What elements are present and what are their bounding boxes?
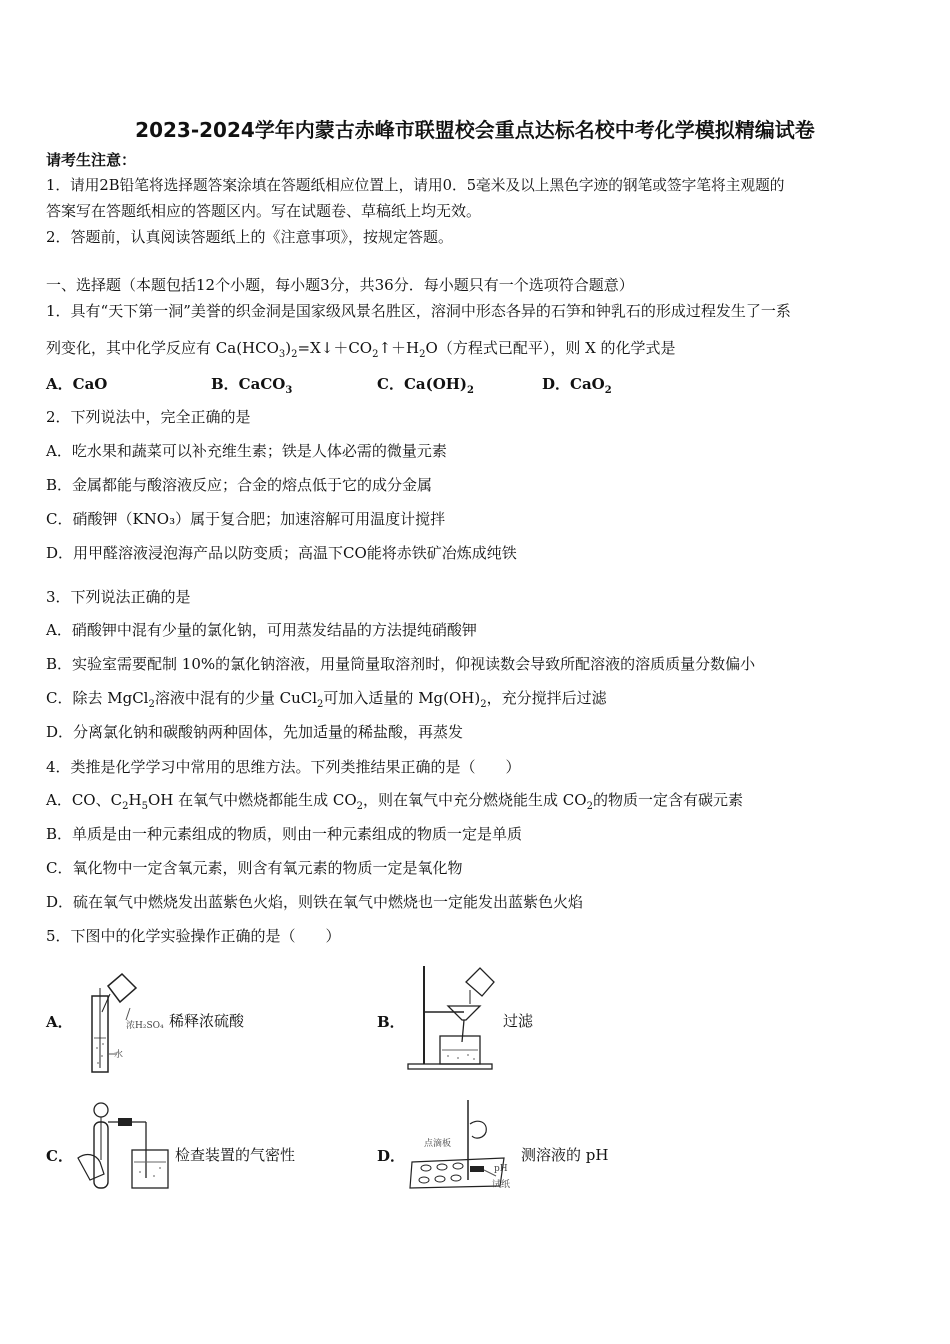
q2-stem: 2．下列说法中，完全正确的是 [46, 408, 251, 426]
q1-option-c: C．$Ca(OH)_2$ [377, 375, 474, 396]
acid-tag: 浓H₂SO₄ [126, 1021, 164, 1031]
water-tag: 水 [114, 1050, 124, 1060]
q2-option-b: B．金属都能与酸溶液反应；合金的熔点低于它的成分金属 [46, 476, 433, 494]
q2-option-d: D．用甲醛溶液浸泡海产品以防变质；高温下CO能将赤铁矿冶炼成纯铁 [46, 544, 517, 562]
notice-heading: 请考生注意： [46, 151, 137, 169]
filtration-illustration [404, 962, 496, 1072]
q3-stem: 3．下列说法正确的是 [46, 588, 191, 606]
q1-stem-line1: 1．具有“天下第一洞”美誉的织金洞是国家级风景名胜区，溶洞中形态各异的石笋和钟乳石的形成过程发生了一系 [46, 302, 791, 320]
q5-option-a-text: 稀释浓硫酸 [169, 1012, 245, 1030]
q5-stem: 5．下图中的化学实验操作正确的是（ ） [46, 927, 341, 945]
q5-option-d-text: 测溶液的 pH [521, 1146, 609, 1164]
q1-stem-line2: 列变化，其中化学反应有 $Ca(HCO_3)_2=X↓+CO_2↑+H_2O$（方程式已配平），则 X 的化学式是 [46, 339, 676, 360]
notice-item-1b: 答案写在答题纸相应的答题区内。写在试题卷、草稿纸上均无效。 [46, 202, 482, 220]
q4-stem: 4．类推是化学学习中常用的思维方法。下列类推结果正确的是（ ） [46, 758, 521, 776]
q3-option-c: C．除去 MgCl$_2$溶液中混有的少量 CuCl$_2$可加入适量的 $Mg(OH)_2$，充分搅拌后过滤 [46, 689, 607, 710]
q5-option-c-label: C． [46, 1147, 73, 1165]
notice-item-1a: 1．请用2B铅笔将选择题答案涂填在答题纸相应位置上，请用0．5毫米及以上黑色字迹的钢笔或签字笔将主观题的 [46, 177, 785, 194]
airtightness-illustration [74, 1100, 174, 1195]
q5-option-d-label: D． [377, 1147, 406, 1165]
q4-option-a: A．CO、$C_2H_5OH$ 在氧气中燃烧都能生成 $CO_2$，则在氧气中充分燃烧能生成 $CO_2$的物质一定含有碳元素 [46, 791, 743, 812]
page-title: 2023-2024学年内蒙古赤峰市联盟校会重点达标名校中考化学模拟精编试卷 [135, 118, 815, 142]
q3-option-d: D．分离氯化钠和碳酸钠两种固体，先加适量的稀盐酸，再蒸发 [46, 723, 464, 741]
q4-option-d: D．硫在氧气中燃烧发出蓝紫色火焰，则铁在氧气中燃烧也一定能发出蓝紫色火焰 [46, 893, 584, 911]
q3-option-a: A．硝酸钾中混有少量的氯化钠，可用蒸发结晶的方法提纯硝酸钾 [46, 621, 477, 639]
q4-option-c: C．氧化物中一定含氧元素，则含有氧元素的物质一定是氧化物 [46, 859, 463, 877]
q1-option-b: B．CaCO$_3$ [211, 375, 293, 396]
q1-option-a: A．CaO [46, 375, 108, 393]
q2-option-a: A．吃水果和蔬菜可以补充维生素；铁是人体必需的微量元素 [46, 442, 447, 460]
notice-item-2: 2．答题前，认真阅读答题纸上的《注意事项》，按规定答题。 [46, 228, 454, 246]
section-heading: 一、选择题（本题包括12个小题，每小题3分，共36分．每小题只有一个选项符合题意） [46, 276, 634, 294]
q3-option-b: B．实验室需要配制 10%的氯化钠溶液，用量筒量取溶剂时，仰视读数会导致所配溶液的溶质质量分数偏小 [46, 655, 756, 673]
q5-option-a-label: A． [46, 1013, 73, 1031]
q1-option-d: D．CaO$_2$ [542, 375, 612, 396]
q4-option-b: B．单质是由一种元素组成的物质，则由一种元素组成的物质一定是单质 [46, 825, 523, 843]
spot-plate-tag: 点滴板 [424, 1139, 452, 1149]
q5-option-b-text: 过滤 [503, 1012, 534, 1030]
ph-tag: pH [494, 1164, 508, 1174]
q5-option-c-text: 检查装置的气密性 [175, 1146, 296, 1164]
q5-option-b-label: B． [377, 1013, 405, 1031]
paper-tag: 试纸 [492, 1180, 511, 1190]
q2-option-c: C．硝酸钾（KNO₃）属于复合肥；加速溶解可用温度计搅拌 [46, 510, 446, 528]
